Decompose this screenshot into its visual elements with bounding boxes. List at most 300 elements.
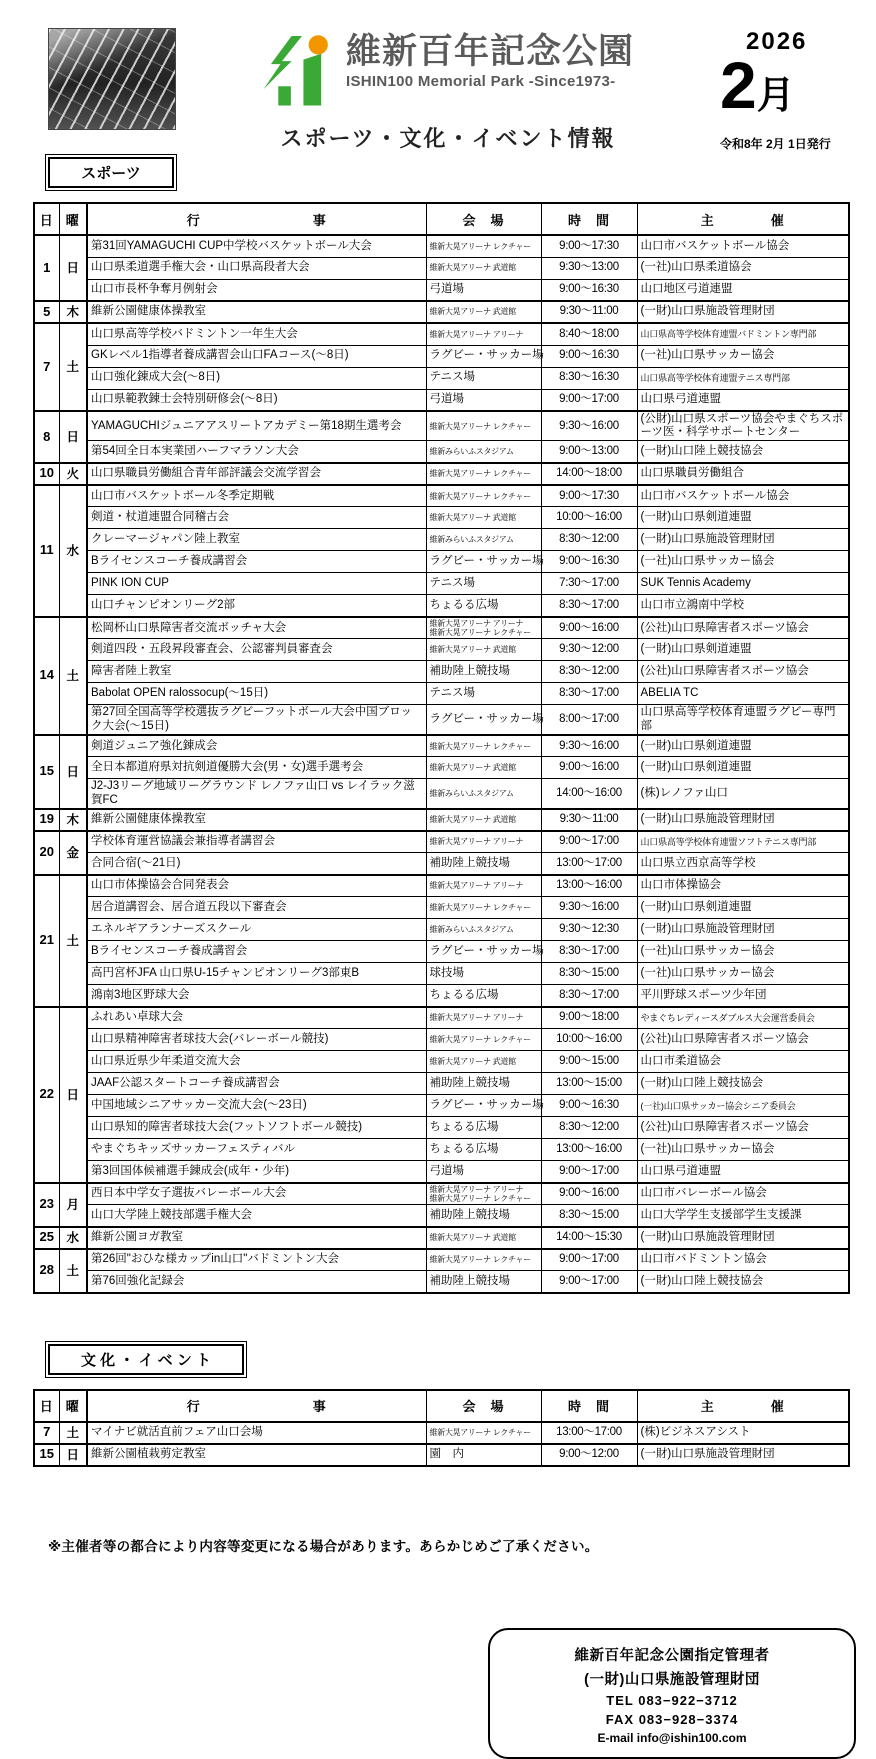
organizer-cell: (一財)山口県施設管理財団 (637, 809, 849, 831)
time-cell: 9:00～17:00 (541, 1161, 637, 1183)
event-name-cell: エネルギアランナーズスクール (87, 919, 426, 941)
organizer-cell: (一社)山口県サッカー協会 (637, 941, 849, 963)
organizer-cell: 山口県弓道連盟 (637, 389, 849, 411)
contact-org: (一財)山口県施設管理財団 (584, 1672, 760, 1688)
day-cell: 5 (34, 301, 59, 323)
contact-manager: 維新百年記念公園指定管理者 (574, 1648, 770, 1664)
venue-cell (426, 1205, 541, 1227)
event-name-cell: 維新公園健康体操教室 (87, 809, 426, 831)
event-name-cell: J2-J3リーグ地域リーグラウンド レノファ山口 vs レイラック滋賀FC (87, 779, 426, 809)
table-row (34, 1444, 849, 1466)
venue-line: テニス場 (429, 687, 476, 700)
organizer-cell: 山口県高等学校体育連盟バドミントン専門部 (637, 323, 849, 345)
venue-line: 弓道場 (429, 393, 464, 406)
culture-section-label: 文 化 ・ イ ベ ン ト (48, 1344, 244, 1375)
event-name-cell: 全日本都道府県対抗剣道優勝大会(男・女)選手選考会 (87, 757, 426, 779)
venue-line: 維新大晃アリーナ アリーナ (429, 1184, 524, 1194)
weekday-cell: 火 (59, 463, 87, 485)
park-subtitle: ISHIN100 Memorial Park -Since1973- (345, 72, 616, 90)
weekday-cell: 土 (59, 1249, 87, 1293)
venue-line: ちょるる広場 (429, 1143, 499, 1156)
table-row (34, 1029, 849, 1051)
day-cell: 7 (34, 1422, 59, 1444)
weekday-cell: 水 (59, 1227, 87, 1249)
event-name-cell: 合同合宿(～21日) (87, 853, 426, 875)
venue-line: 維新大晃アリーナ アリーナ (429, 329, 524, 339)
venue-cell (426, 441, 541, 463)
event-name-cell: JAAF公認スタートコーチ養成講習会 (87, 1073, 426, 1095)
event-name-cell: PINK ION CUP (87, 573, 426, 595)
time-cell: 8:00～17:00 (541, 705, 637, 735)
table-row (34, 897, 849, 919)
header-weekday: 曜 (59, 203, 87, 235)
table-row (34, 345, 849, 367)
table-row (34, 573, 849, 595)
weekday-cell: 金 (59, 831, 87, 875)
header-event: 行 事 (87, 1390, 426, 1422)
table-row (34, 1205, 849, 1227)
table-row (34, 551, 849, 573)
contact-email: E-mail info@ishin100.com (597, 1731, 747, 1745)
venue-cell (426, 831, 541, 853)
event-name-cell: 山口市長杯争奪月例射会 (87, 279, 426, 301)
organizer-cell: (公社)山口県障害者スポーツ協会 (637, 661, 849, 683)
time-cell: 9:00～17:00 (541, 1271, 637, 1293)
table-row (34, 235, 849, 257)
time-cell: 9:00～16:30 (541, 551, 637, 573)
logo-block (176, 28, 720, 153)
organizer-cell: 平川野球スポーツ少年団 (637, 985, 849, 1007)
table-row (34, 485, 849, 507)
organizer-cell: (公社)山口県障害者スポーツ協会 (637, 1117, 849, 1139)
event-name-cell: Babolat OPEN ralossocup(～15日) (87, 683, 426, 705)
venue-cell (426, 323, 541, 345)
month-kanji: 月 (756, 75, 795, 117)
organizer-cell: 山口県弓道連盟 (637, 1161, 849, 1183)
time-cell: 14:00～15:30 (541, 1227, 637, 1249)
event-name-cell: 山口県範教錬士会特別研修会(～8日) (87, 389, 426, 411)
organizer-cell: 山口市バドミントン協会 (637, 1249, 849, 1271)
organizer-cell: (一社)山口県サッカー協会 (637, 551, 849, 573)
event-name-cell: 剣道四段・五段昇段審査会、公認審判員審査会 (87, 639, 426, 661)
event-name-cell: ふれあい卓球大会 (87, 1007, 426, 1029)
event-name-cell: Bライセンスコーチ養成講習会 (87, 551, 426, 573)
organizer-cell: 山口県高等学校体育連盟ラグビー専門部 (637, 705, 849, 735)
weekday-cell: 土 (59, 875, 87, 1007)
organizer-cell: (一財)山口陸上競技協会 (637, 441, 849, 463)
organizer-cell: (一財)山口陸上競技協会 (637, 1271, 849, 1293)
time-cell: 9:30～13:00 (541, 257, 637, 279)
venue-cell (426, 639, 541, 661)
day-cell: 10 (34, 463, 59, 485)
header-weekday: 曜 (59, 1390, 87, 1422)
venue-line: 維新大晃アリーナ アリーナ (429, 881, 524, 891)
header-venue: 会 場 (426, 203, 541, 235)
venue-line: 維新大晃アリーナ 武道館 (429, 645, 516, 655)
venue-cell (426, 463, 541, 485)
time-cell: 8:30～12:00 (541, 529, 637, 551)
table-row (34, 853, 849, 875)
time-cell: 9:00～12:00 (541, 1444, 637, 1466)
organizer-cell: (一財)山口県施設管理財団 (637, 1444, 849, 1466)
page-header (0, 0, 876, 153)
time-cell: 13:00～15:00 (541, 1073, 637, 1095)
venue-line: 球技場 (429, 967, 464, 980)
time-cell: 9:00～17:30 (541, 485, 637, 507)
table-row (34, 1227, 849, 1249)
venue-cell (426, 507, 541, 529)
venue-cell (426, 1161, 541, 1183)
time-cell: 8:30～16:30 (541, 367, 637, 389)
time-cell: 9:00～17:00 (541, 389, 637, 411)
organizer-cell: (一社)山口県サッカー協会 (637, 963, 849, 985)
venue-line: 維新大晃アリーナ 武道館 (429, 307, 516, 317)
table-row (34, 441, 849, 463)
organizer-cell: (公財)山口県スポーツ協会やまぐちスポーツ医・科学サポートセンター (637, 411, 849, 441)
day-cell: 22 (34, 1007, 59, 1183)
weekday-cell: 日 (59, 411, 87, 463)
day-cell: 19 (34, 809, 59, 831)
venue-line: ラグビー・サッカー場 (429, 349, 544, 362)
time-cell: 9:00～17:00 (541, 831, 637, 853)
venue-line: 維新みらいふスタジアム (429, 789, 514, 798)
event-name-cell: 山口県柔道選手権大会・山口県高段者大会 (87, 257, 426, 279)
time-cell: 8:30～17:00 (541, 595, 637, 617)
organizer-cell: (一財)山口県剣道連盟 (637, 757, 849, 779)
day-cell: 15 (34, 735, 59, 809)
header-day: 日 (34, 203, 59, 235)
venue-cell (426, 367, 541, 389)
venue-line: テニス場 (429, 371, 476, 384)
event-name-cell: 維新公園植栽剪定教室 (87, 1444, 426, 1466)
venue-line: 維新大晃アリーナ アリーナ (429, 619, 524, 628)
venue-line: ラグビー・サッカー場 (429, 555, 544, 568)
event-name-cell: 山口県近県少年柔道交流大会 (87, 1051, 426, 1073)
day-cell: 8 (34, 411, 59, 463)
organizer-cell: 山口市バスケットボール協会 (637, 485, 849, 507)
venue-cell (426, 941, 544, 963)
organizer-cell: (公社)山口県障害者スポーツ協会 (637, 1029, 849, 1051)
day-cell: 23 (34, 1183, 59, 1227)
park-title: 維新百年記念公園 (345, 32, 634, 71)
time-cell: 9:30～12:00 (541, 639, 637, 661)
weekday-cell: 日 (59, 1007, 87, 1183)
table-row (34, 1183, 849, 1205)
time-cell: 9:00～13:00 (541, 441, 637, 463)
table-row (34, 1007, 849, 1029)
organizer-cell: SUK Tennis Academy (637, 573, 849, 595)
event-name-cell: 剣道・杖道連盟合同稽古会 (87, 507, 426, 529)
venue-line: 維新大晃アリーナ レクチャー (429, 741, 531, 751)
venue-line: ちょるる広場 (429, 1121, 499, 1134)
venue-line: 維新みらいふスタジアム (429, 925, 514, 935)
venue-cell (426, 389, 541, 411)
event-name-cell: 鴻南3地区野球大会 (87, 985, 426, 1007)
contact-fax: FAX 083−928−3374 (605, 1712, 739, 1727)
event-name-cell: 第54回全日本実業団ハーフマラソン大会 (87, 441, 426, 463)
contact-box (488, 1628, 856, 1759)
event-name-cell: 松岡杯山口県障害者交流ボッチャ大会 (87, 617, 426, 639)
venue-cell (426, 279, 541, 301)
weekday-cell: 日 (59, 1444, 87, 1466)
event-name-cell: 維新公園健康体操教室 (87, 301, 426, 323)
organizer-cell: 山口県立西京高等学校 (637, 853, 849, 875)
organizer-cell: 山口地区弓道連盟 (637, 279, 849, 301)
table-row (34, 661, 849, 683)
venue-cell (426, 257, 541, 279)
time-cell: 9:00～16:00 (541, 757, 637, 779)
venue-line: 維新大晃アリーナ アリーナ (429, 1013, 524, 1023)
event-name-cell: マイナビ就活直前フェア山口会場 (87, 1422, 426, 1444)
day-cell: 11 (34, 485, 59, 617)
table-row (34, 639, 849, 661)
venue-cell (426, 1117, 541, 1139)
table-row (34, 507, 849, 529)
table-row (34, 919, 849, 941)
time-cell: 9:30～11:00 (541, 809, 637, 831)
venue-line: 維新みらいふスタジアム (429, 535, 514, 545)
venue-line: 補助陸上競技場 (429, 1208, 510, 1221)
organizer-cell: (一財)山口県施設管理財団 (637, 1227, 849, 1249)
organizer-cell: 山口市体操協会 (637, 875, 849, 897)
table-row (34, 1161, 849, 1183)
time-cell: 13:00～16:00 (541, 875, 637, 897)
weekday-cell: 日 (59, 735, 87, 809)
table-row (34, 389, 849, 411)
venue-line: ラグビー・サッカー場 (429, 945, 544, 958)
header-organizer: 主 催 (637, 1390, 849, 1422)
venue-line: 補助陸上競技場 (429, 856, 510, 869)
organizer-cell: 山口大学学生支援部学生支援課 (637, 1205, 849, 1227)
venue-line: 維新大晃アリーナ レクチャー (429, 421, 531, 431)
organizer-cell: 山口市バスケットボール協会 (637, 235, 849, 257)
event-name-cell: 維新公園ヨガ教室 (87, 1227, 426, 1249)
organizer-cell: (一財)山口県施設管理財団 (637, 301, 849, 323)
venue-line: 維新大晃アリーナ レクチャー (429, 1255, 531, 1265)
weekday-cell: 木 (59, 809, 87, 831)
venue-cell (426, 551, 544, 573)
header-venue: 会 場 (426, 1390, 541, 1422)
organizer-cell: (一財)山口県剣道連盟 (637, 639, 849, 661)
organizer-cell: (一財)山口県剣道連盟 (637, 897, 849, 919)
event-name-cell: 障害者陸上教室 (87, 661, 426, 683)
day-cell: 1 (34, 235, 59, 301)
venue-line: 維新大晃アリーナ 武道館 (429, 763, 516, 773)
weekday-cell: 日 (59, 235, 87, 301)
disclaimer-note: ※主催者等の都合により内容等変更になる場合があります。あらかじめご了承ください。 (48, 1538, 599, 1554)
event-name-cell: 第26回"おひな様カップin山口"バドミントン大会 (87, 1249, 426, 1271)
day-cell: 25 (34, 1227, 59, 1249)
time-cell: 9:30～16:00 (541, 411, 637, 441)
day-cell: 28 (34, 1249, 59, 1293)
organizer-cell: (一社)山口県サッカー協会シニア委員会 (637, 1095, 849, 1117)
venue-line: ちょるる広場 (429, 599, 499, 612)
table-row (34, 963, 849, 985)
time-cell: 10:00～16:00 (541, 1029, 637, 1051)
event-name-cell: 山口県職員労働組合青年部評議会交流学習会 (87, 463, 426, 485)
venue-cell (426, 1029, 541, 1051)
event-name-cell: 第31回YAMAGUCHI CUP中学校バスケットボール大会 (87, 235, 426, 257)
event-name-cell: 第3回国体候補選手錬成会(成年・少年) (87, 1161, 426, 1183)
table-header-row (34, 203, 849, 235)
table-row (34, 941, 849, 963)
organizer-cell: (一社)山口県サッカー協会 (637, 1139, 849, 1161)
time-cell: 9:00～16:30 (541, 279, 637, 301)
venue-cell (426, 919, 541, 941)
park-logo-icon (262, 34, 336, 106)
venue-cell (426, 661, 541, 683)
venue-cell (426, 1073, 541, 1095)
table-row (34, 705, 849, 735)
table-row (34, 683, 849, 705)
event-name-cell: YAMAGUCHIジュニアアスリートアカデミー第18期生選考会 (87, 411, 426, 441)
time-cell: 13:00～17:00 (541, 1422, 637, 1444)
month-label (720, 48, 850, 122)
venue-cell (426, 595, 541, 617)
venue-cell (426, 735, 541, 757)
year-label: 2026 (746, 28, 808, 55)
venue-cell (426, 779, 541, 809)
time-cell: 9:00～17:00 (541, 1249, 637, 1271)
organizer-cell: (株)レノファ山口 (637, 779, 849, 809)
venue-cell (426, 1444, 541, 1466)
venue-cell (426, 897, 541, 919)
organizer-cell: 山口市柔道協会 (637, 1051, 849, 1073)
table-row (34, 985, 849, 1007)
venue-line: 園 内 (429, 1448, 464, 1461)
table-row (34, 617, 849, 639)
table-row (34, 279, 849, 301)
venue-line: ちょるる広場 (429, 988, 499, 1001)
organizer-cell: (一財)山口県剣道連盟 (637, 735, 849, 757)
event-name-cell: 山口市バスケットボール冬季定期戦 (87, 485, 426, 507)
table-row (34, 809, 849, 831)
organizer-cell: 山口県高等学校体育連盟ソフトテニス専門部 (637, 831, 849, 853)
venue-cell (426, 485, 541, 507)
venue-line: 維新大晃アリーナ 武道館 (429, 263, 516, 273)
time-cell: 7:30～17:00 (541, 573, 637, 595)
sports-section-label: スポーツ (48, 157, 174, 188)
event-name-cell: 山口県知的障害者球技大会(フットソフトボール競技) (87, 1117, 426, 1139)
venue-line: 補助陸上競技場 (429, 1274, 510, 1287)
table-row (34, 463, 849, 485)
table-row (34, 529, 849, 551)
venue-line: 弓道場 (429, 1164, 464, 1177)
venue-cell (426, 235, 541, 257)
table-row (34, 323, 849, 345)
venue-cell (426, 301, 541, 323)
organizer-cell: (一財)山口県剣道連盟 (637, 507, 849, 529)
table-row (34, 411, 849, 441)
venue-cell (426, 1227, 541, 1249)
table-row (34, 301, 849, 323)
table-row (34, 1139, 849, 1161)
table-row (34, 1117, 849, 1139)
time-cell: 13:00～16:00 (541, 1139, 637, 1161)
header-organizer: 主 催 (637, 203, 849, 235)
table-row (34, 367, 849, 389)
table-row (34, 1073, 849, 1095)
event-name-cell: 第27回全国高等学校選抜ラグビーフットボール大会中国ブロック大会(～15日) (87, 705, 426, 735)
time-cell: 14:00～18:00 (541, 463, 637, 485)
organizer-cell: 山口県高等学校体育連盟テニス専門部 (637, 367, 849, 389)
info-title: スポーツ・文化・イベント情報 (280, 126, 616, 151)
time-cell: 9:00～15:00 (541, 1051, 637, 1073)
header-time: 時 間 (541, 1390, 637, 1422)
event-name-cell: 山口大学陸上競技部選手権大会 (87, 1205, 426, 1227)
time-cell: 14:00～16:00 (541, 779, 637, 809)
venue-cell (426, 683, 541, 705)
organizer-cell: (株)ビジネスアシスト (637, 1422, 849, 1444)
organizer-cell: 山口市バレーボール協会 (637, 1183, 849, 1205)
table-row (34, 595, 849, 617)
venue-line: 維新大晃アリーナ レクチャー (429, 903, 531, 913)
table-row (34, 1095, 849, 1117)
time-cell: 8:40～18:00 (541, 323, 637, 345)
table-row (34, 831, 849, 853)
time-cell: 9:30～11:00 (541, 301, 637, 323)
event-name-cell: やまぐちキッズサッカーフェスティバル (87, 1139, 426, 1161)
venue-cell (426, 963, 541, 985)
venue-cell (426, 573, 541, 595)
time-cell: 9:00～17:30 (541, 235, 637, 257)
venue-line: 維新大晃アリーナ 武道館 (429, 1233, 516, 1243)
time-cell: 10:00～16:00 (541, 507, 637, 529)
venue-line: 維新大晃アリーナ アリーナ (429, 837, 524, 847)
event-name-cell: 山口チャンピオンリーグ2部 (87, 595, 426, 617)
weekday-cell: 土 (59, 1422, 87, 1444)
organizer-cell: (一社)山口県柔道協会 (637, 257, 849, 279)
venue-cell (426, 1249, 541, 1271)
venue-cell (426, 1051, 541, 1073)
time-cell: 9:00～16:30 (541, 345, 637, 367)
time-cell: 8:30～12:00 (541, 661, 637, 683)
event-name-cell: 山口市体操協会合同発表会 (87, 875, 426, 897)
day-cell: 14 (34, 617, 59, 735)
day-cell: 21 (34, 875, 59, 1007)
venue-line: ラグビー・サッカー場 (429, 1099, 544, 1112)
issue-date: 令和8年 2月 1日発行 (720, 136, 831, 151)
table-row (34, 1271, 849, 1293)
time-cell: 13:00～17:00 (541, 853, 637, 875)
table-row (34, 1051, 849, 1073)
organizer-cell: ABELIA TC (637, 683, 849, 705)
venue-line: 維新みらいふスタジアム (429, 447, 514, 457)
table-row (34, 735, 849, 757)
venue-line: 維新大晃アリーナ レクチャー (429, 491, 531, 501)
event-name-cell: 山口県高等学校バドミントン一年生大会 (87, 323, 426, 345)
venue-line: 維新大晃アリーナ 武道館 (429, 1057, 516, 1067)
event-name-cell: クレーマージャパン陸上教室 (87, 529, 426, 551)
weekday-cell: 木 (59, 301, 87, 323)
venue-cell (426, 1007, 541, 1029)
time-cell: 8:30～17:00 (541, 941, 637, 963)
venue-line: 維新大晃アリーナ レクチャー (429, 1428, 531, 1438)
contact-tel: TEL 083−922−3712 (606, 1693, 738, 1708)
table-row (34, 1249, 849, 1271)
time-cell: 8:30～12:00 (541, 1117, 637, 1139)
table-row (34, 1422, 849, 1444)
time-cell: 9:00～16:00 (541, 1183, 637, 1205)
weekday-cell: 土 (59, 617, 87, 735)
event-name-cell: 剣道ジュニア強化錬成会 (87, 735, 426, 757)
venue-line: 維新大晃アリーナ レクチャー (429, 628, 531, 638)
event-name-cell: GKレベル1指導者養成講習会山口FAコース(～8日) (87, 345, 426, 367)
table-row (34, 779, 849, 809)
event-name-cell: 中国地域シニアサッカー交流大会(～23日) (87, 1095, 426, 1117)
venue-cell (426, 853, 541, 875)
weekday-cell: 月 (59, 1183, 87, 1227)
